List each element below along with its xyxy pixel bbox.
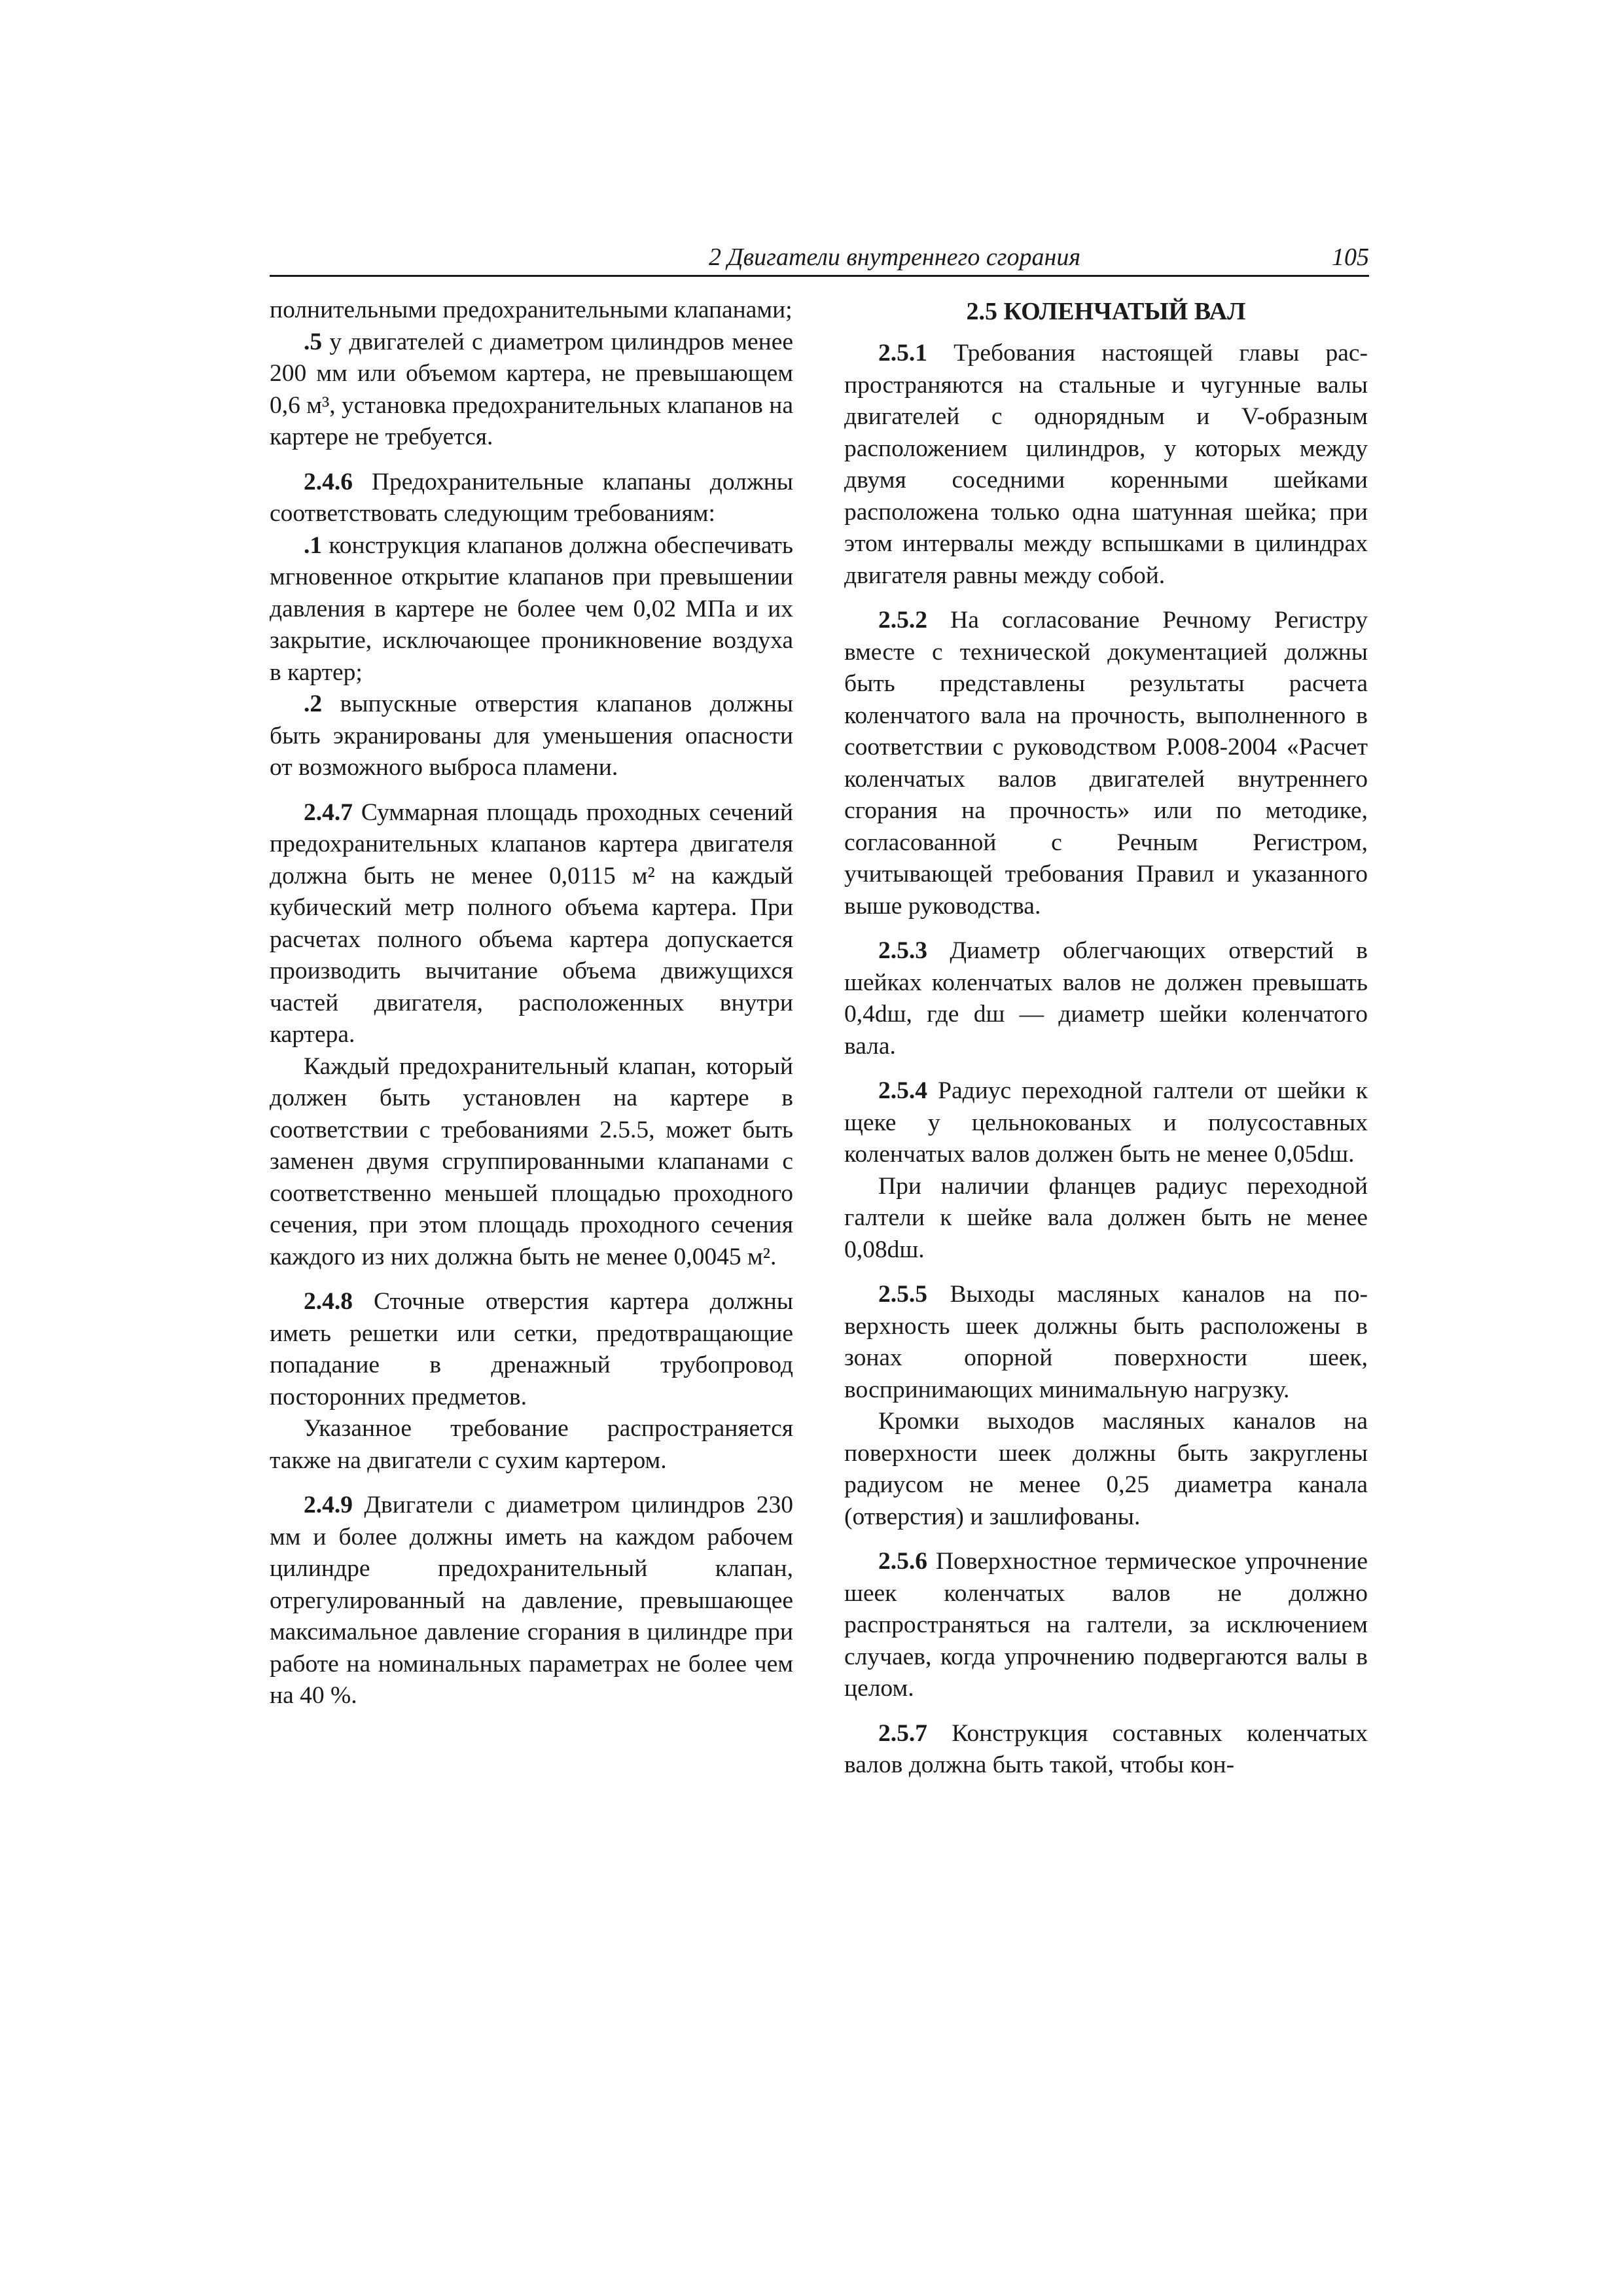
clause-text: у двигателей с диаметром цилиндров менее 200 мм или объемом картера, не превышающем 0,6 м³, установка предохранительных клапанов на картере не требуется. — [270, 328, 793, 450]
clause-number: 2.5.1 — [878, 340, 927, 367]
clause-text: Каждый предохранительный клапан, который должен быть установлен на картере в соответствии с требованиями 2.5.5, может быть заменен двумя сгруппированными клапанами с соответственно меньшей площадью проходного сечения, при этом площадь проходного сечения каждого из них должна быть не менее 0,0045 м². — [270, 1052, 793, 1270]
clause-number: 2.5.7 — [878, 1719, 927, 1747]
clause-text: Двигатели с диаметром цилиндров 230 мм и более должны иметь на каждом рабочем цилиндре предохранительный клапан, отрегулированный на давление, превышающее максимальное давление сгорания в цилиндре при работе на номинальных параметрах не более чем на 40 %. — [270, 1492, 793, 1709]
clause-number: 2.4.7 — [304, 798, 353, 826]
clause-number: 2.5.6 — [878, 1548, 927, 1575]
paragraph-p248 — [270, 1286, 793, 1413]
clause-number: 2.5.4 — [878, 1077, 927, 1104]
clause-text: Кромки выходов масляных каналов на поверхности шеек должны быть закруглены радиусом не менее 0,25 диаметра канала (отверстия) и зашлифованы. — [844, 1408, 1368, 1530]
clause-text: полнительными предохранительными клапанами; — [270, 296, 793, 323]
paragraph-p254b — [844, 1171, 1368, 1266]
clause-number: .2 — [304, 691, 323, 717]
paragraph-p257 — [844, 1718, 1368, 1782]
page-number: 105 — [1332, 243, 1369, 271]
paragraph-p248b — [270, 1413, 793, 1477]
clause-number: .1 — [304, 531, 323, 559]
paragraph-p256 — [844, 1546, 1368, 1705]
paragraph-p249 — [270, 1490, 793, 1712]
paragraph-p255 — [844, 1279, 1368, 1406]
clause-number: 2.4.9 — [304, 1492, 353, 1518]
clause-number: .5 — [304, 328, 323, 355]
clause-number: 2.5.2 — [878, 607, 927, 634]
clause-text: выпускные отверстия клапанов должны быть экранированы для уменьшения опасности от возможного выброса пламени. — [270, 691, 793, 781]
left-column — [270, 295, 793, 1712]
paragraph-p247 — [270, 797, 793, 1051]
paragraph-cont — [270, 295, 793, 327]
clause-text: При наличии фланцев радиус переходной галтели к шейке вала должен быть не менее 0,08dш. — [844, 1172, 1368, 1263]
running-title: 2 Двигатели внутреннего сгорания — [708, 243, 1081, 271]
clause-text: Требования настоящей главы распространяются на стальные и чугунные валы двигателей с однорядным и V-образным расположением цилиндров, у которых между двумя соседними коренными шейками расположена только одна шатунная шейка; при этом интервалы между вспышками в цилиндрах двигателя равны между собой. — [844, 340, 1368, 589]
right-column — [844, 295, 1368, 1782]
clause-text: Суммарная площадь проходных сечений предохранительных клапанов картера двигателя должна быть не менее 0,0115 м² на каждый кубический метр полного объема картера. При расчетах полного объема картера допускается производить вычитание объема движущихся частей двигателя, расположенных внутри картера. — [270, 798, 793, 1048]
clause-text: На согласование Речному Регистру вместе с технической документацией должны быть представлены результаты расчета коленчатого вала на прочность, выполненного в соответствии с руководством Р.008-2004 «Расчет коленчатых валов двигателей внутреннего сгорания на прочность» или по методике, согласованной с Речным Регистром, учитывающей требования Правил и указанного выше руководства. — [844, 607, 1368, 920]
clause-text: Радиус переходной галтели от шейки к щеке у цельнокованых и полусоставных коленчатых валов должен быть не менее 0,05dш. — [844, 1077, 1368, 1168]
clause-text: Поверхностное термическое упрочнение шеек коленчатых валов не должно распространяться на галтели, за исключением случаев, когда упрочнению подвергаются валы в целом. — [844, 1548, 1368, 1702]
clause-text: конструкция клапанов должна обеспечивать мгновенное открытие клапанов при превышении давления в картере не более чем 0,02 МПа и их закрытие, исключающее проникновение воздуха в картер; — [270, 531, 793, 686]
paragraph-p255b — [844, 1406, 1368, 1533]
clause-text: Сточные отверстия картера должны иметь решетки или сетки, предотвращающие попадание в дренажный трубопровод посторонних предметов. — [270, 1288, 793, 1410]
paragraph-p252 — [844, 605, 1368, 922]
paragraph-p246_1 — [270, 530, 793, 689]
clause-number: 2.5.5 — [878, 1281, 927, 1308]
clause-text: Диаметр облегчающих отверстий в шейках коленчатых валов не должен превышать 0,4dш, где dш — диаметр шейки коленчатого вала. — [844, 937, 1368, 1060]
paragraph-p251 — [844, 338, 1368, 592]
paragraph-p253 — [844, 935, 1368, 1062]
paragraph-p254 — [844, 1075, 1368, 1171]
clause-text: Конструкция составных коленчатых валов должна быть такой, чтобы кон- — [844, 1719, 1368, 1778]
running-header — [270, 242, 1369, 277]
clause-text: Выходы масляных каналов на поверхность шеек должны быть расположены в зонах опорной поверхности шеек, воспринимающих минимальную нагрузку. — [844, 1281, 1368, 1403]
paragraph-p246 — [270, 467, 793, 530]
right-column-body — [844, 338, 1368, 1782]
section-title: 2.5 КОЛЕНЧАТЫЙ ВАЛ — [966, 298, 1246, 325]
clause-number: 2.4.6 — [304, 468, 353, 495]
clause-text: Предохранительные клапаны должны соответствовать следующим требованиям: — [270, 468, 793, 527]
clause-text: Указанное требование распространяется также на двигатели с сухим картером. — [270, 1415, 793, 1474]
paragraph-p247b — [270, 1051, 793, 1274]
paragraph-p245_5 — [270, 327, 793, 454]
clause-number: 2.4.8 — [304, 1288, 353, 1315]
paragraph-p246_2 — [270, 689, 793, 784]
clause-number: 2.5.3 — [878, 937, 927, 964]
